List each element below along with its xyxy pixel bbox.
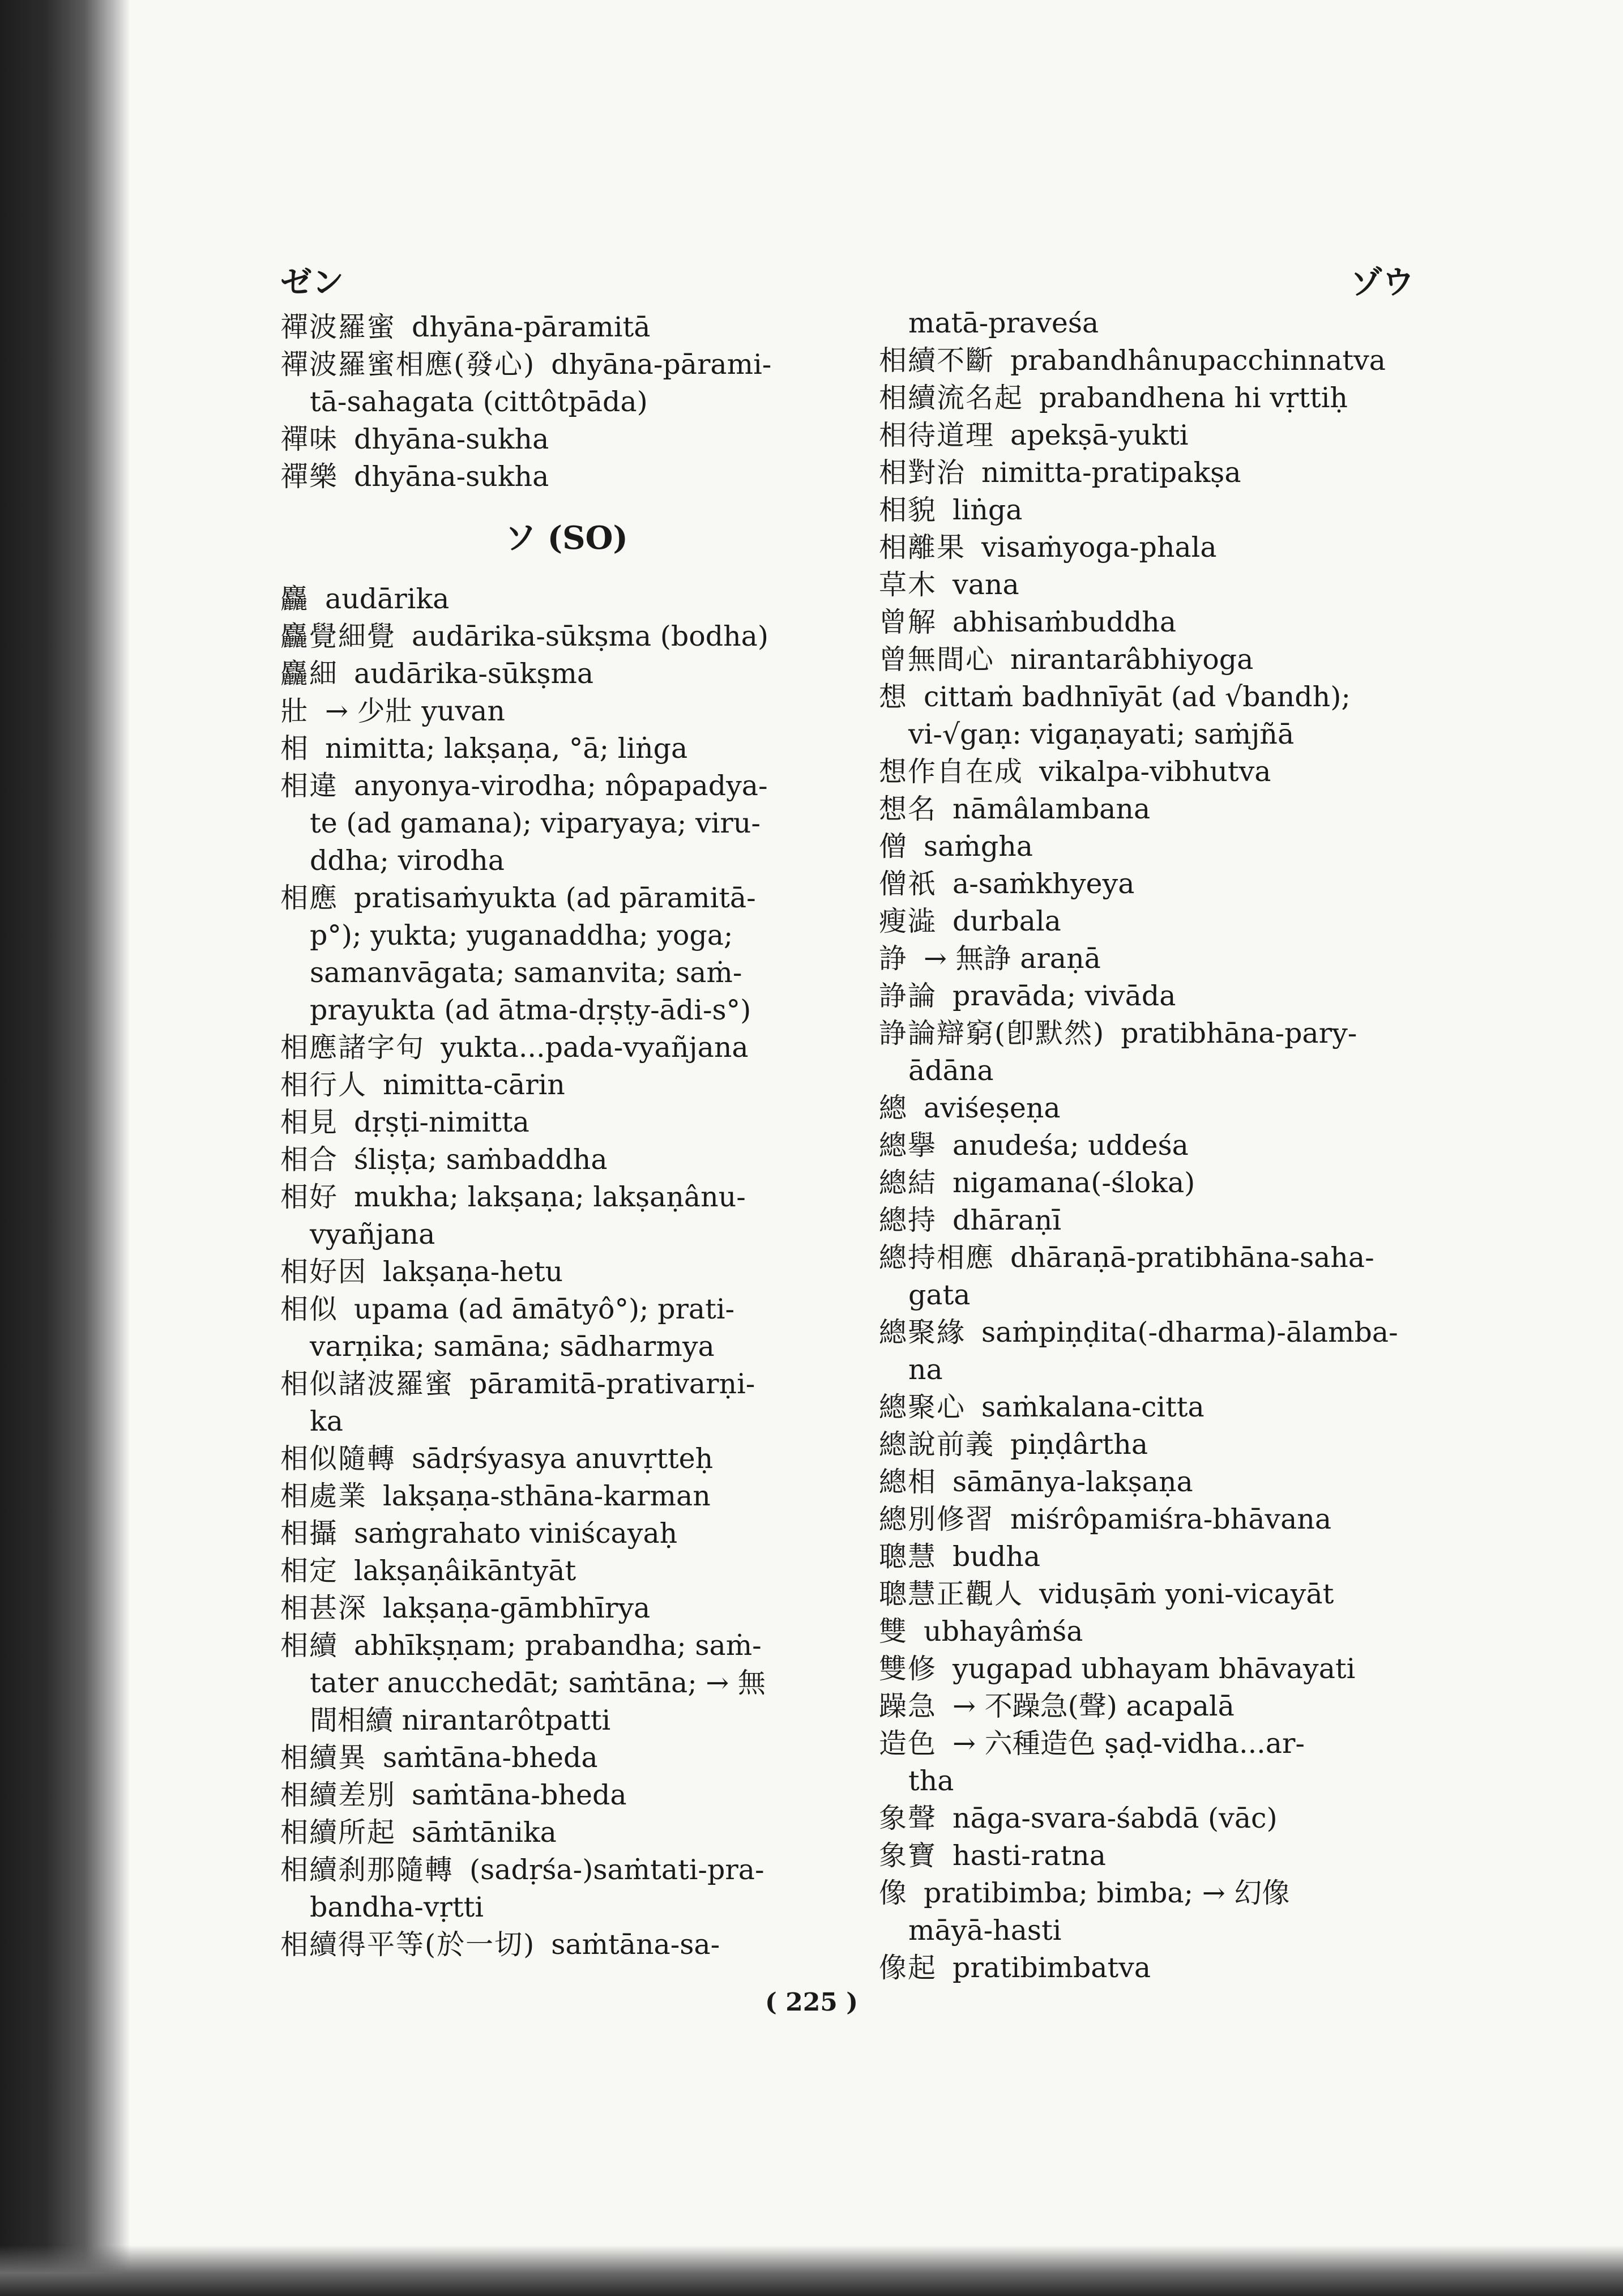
- dictionary-entry: [879, 978, 1451, 1015]
- entry-sanskrit: dṛṣṭi-nimitta: [354, 1106, 529, 1138]
- entry-headword: 相續: [280, 1629, 339, 1662]
- dictionary-entry: [879, 865, 1451, 903]
- entry-headword: 總說前義: [879, 1428, 995, 1461]
- entry-headword: 禪波羅蜜相應(發心): [280, 348, 536, 381]
- entry-sanskrit: vikalpa-vibhutva: [1039, 756, 1271, 788]
- dictionary-entry: [879, 1576, 1451, 1613]
- entry-continuation: [879, 1052, 1451, 1090]
- dictionary-entry: [280, 1739, 852, 1777]
- entry-headword: 禪樂: [280, 460, 339, 493]
- entry-continuation: [280, 1403, 852, 1440]
- entry-sanskrit: dhāraṇā-pratibhāna-saha-: [1010, 1241, 1374, 1274]
- dictionary-entry: [879, 1501, 1451, 1538]
- dictionary-entry: [879, 1127, 1451, 1164]
- entry-headword: 躁急: [879, 1690, 937, 1722]
- dictionary-entry: [879, 417, 1451, 454]
- running-head-left: ゼン: [280, 264, 344, 301]
- entry-headword: 麤細: [280, 658, 339, 690]
- dictionary-entry: [879, 1725, 1451, 1762]
- entry-sanskrit: samanvāgata; samanvita; saṁ-: [310, 957, 742, 989]
- entry-sanskrit: sādṛśyasya anuvṛtteḥ: [412, 1443, 714, 1475]
- left-column: [280, 309, 852, 1964]
- entry-headword: 相應諸字句: [280, 1031, 425, 1064]
- dictionary-entry: [879, 940, 1451, 978]
- dictionary-entry: [280, 309, 852, 346]
- dictionary-entry: [280, 1552, 852, 1590]
- entry-headword: 相甚深: [280, 1592, 368, 1624]
- entry-headword: 壯: [280, 695, 310, 727]
- entry-sanskrit: ka: [310, 1405, 343, 1437]
- entry-sanskrit: vyañjana: [310, 1218, 435, 1251]
- entry-sanskrit: mukha; lakṣaṇa; lakṣaṇânu-: [354, 1181, 746, 1213]
- dictionary-entry: [879, 1239, 1451, 1277]
- entry-sanskrit: saṁtāna-bheda: [412, 1779, 627, 1811]
- entry-sanskrit: → 六種造色 ṣaḍ-vidha...ar-: [953, 1727, 1305, 1760]
- entry-continuation: [280, 1216, 852, 1253]
- entry-sanskrit: nāga-svara-śabdā (vāc): [953, 1802, 1278, 1834]
- entry-headword: 想名: [879, 793, 937, 825]
- entry-sanskrit: na: [908, 1354, 943, 1386]
- entry-headword: 總結: [879, 1167, 937, 1199]
- entry-headword: 相續不斷: [879, 344, 995, 377]
- entry-continuation: [280, 1328, 852, 1365]
- entry-sanskrit: anudeśa; uddeśa: [953, 1129, 1189, 1162]
- scan-shadow-left: [0, 0, 130, 2296]
- entry-headword: 麤: [280, 583, 310, 615]
- entry-sanskrit: dhyāna-pārami-: [551, 348, 772, 381]
- entry-sanskrit: pāramitā-prativarṇi-: [469, 1368, 755, 1400]
- dictionary-entry: [879, 1800, 1451, 1837]
- entry-headword: 總聚緣: [879, 1316, 966, 1348]
- entry-sanskrit: anyonya-virodha; nôpapadya-: [354, 770, 768, 802]
- entry-headword: 僧祇: [879, 868, 937, 900]
- entry-continuation: [280, 383, 852, 421]
- entry-headword: 相似諸波羅蜜: [280, 1368, 454, 1400]
- entry-headword: 相似隨轉: [280, 1443, 396, 1475]
- dictionary-entry: [879, 529, 1451, 566]
- entry-sanskrit: viduṣāṁ yoni-vicayāt: [1039, 1578, 1334, 1610]
- entry-headword: 瘦澁: [879, 905, 937, 937]
- dictionary-entry: [879, 1314, 1451, 1351]
- entry-headword: 相續差別: [280, 1779, 396, 1811]
- dictionary-entry: [280, 1365, 852, 1403]
- entry-headword: 造色: [879, 1727, 937, 1760]
- entry-sanskrit: vana: [953, 569, 1019, 601]
- entry-headword: 總持相應: [879, 1241, 995, 1274]
- dictionary-entry: [879, 1538, 1451, 1576]
- dictionary-entry: [879, 342, 1451, 379]
- dictionary-entry: [280, 1291, 852, 1328]
- entry-sanskrit: 間相續 nirantarôtpatti: [310, 1704, 611, 1736]
- dictionary-entry: [280, 1814, 852, 1851]
- entry-headword: 草木: [879, 569, 937, 601]
- entry-headword: 諍論: [879, 980, 937, 1012]
- dictionary-entry: [280, 1440, 852, 1478]
- entry-continuation: [280, 992, 852, 1029]
- entry-sanskrit: hasti-ratna: [953, 1840, 1106, 1872]
- entry-sanskrit: prayukta (ad ātma-dṛṣṭy-ādi-s°): [310, 994, 751, 1026]
- dictionary-entry: [280, 581, 852, 618]
- entry-headword: 相續刹那隨轉: [280, 1854, 454, 1886]
- entry-sanskrit: dhyāna-sukha: [354, 460, 549, 493]
- entry-sanskrit: → 少壯 yuvan: [325, 695, 505, 727]
- entry-headword: 總別修習: [879, 1503, 995, 1535]
- entry-continuation: [879, 716, 1451, 753]
- entry-sanskrit: miśrôpamiśra-bhāvana: [1010, 1503, 1332, 1535]
- dictionary-entry: [879, 1202, 1451, 1239]
- dictionary-entry: [879, 492, 1451, 529]
- entry-continuation: [879, 1277, 1451, 1314]
- entry-headword: 相續得平等(於一切): [280, 1928, 536, 1961]
- dictionary-entry: [879, 566, 1451, 604]
- dictionary-entry: [280, 1851, 852, 1889]
- dictionary-entry: [280, 1253, 852, 1291]
- dictionary-entry: [280, 1179, 852, 1216]
- entry-sanskrit: pratibimbatva: [953, 1952, 1151, 1984]
- dictionary-entry: [879, 903, 1451, 940]
- entry-headword: 相似: [280, 1293, 339, 1325]
- entry-headword: 總相: [879, 1466, 937, 1498]
- entry-headword: 聰慧正觀人: [879, 1578, 1024, 1610]
- entry-sanskrit: upama (ad āmātyô°); prati-: [354, 1293, 735, 1325]
- entry-continuation: [280, 1889, 852, 1926]
- entry-sanskrit: apekṣā-yukti: [1010, 419, 1189, 451]
- entry-headword: 像: [879, 1877, 908, 1909]
- entry-sanskrit: varṇika; samāna; sādharmya: [310, 1330, 715, 1363]
- entry-sanskrit: budha: [953, 1540, 1041, 1573]
- dictionary-entry: [879, 678, 1451, 716]
- entry-sanskrit: yugapad ubhayam bhāvayati: [953, 1653, 1356, 1685]
- dictionary-entry: [879, 641, 1451, 678]
- entry-sanskrit: a-saṁkhyeya: [953, 868, 1135, 900]
- entry-sanskrit: lakṣaṇâikāntyāt: [354, 1555, 576, 1587]
- entry-headword: 相對治: [879, 456, 966, 489]
- dictionary-entry: [280, 730, 852, 767]
- entry-sanskrit: sāmānya-lakṣaṇa: [953, 1466, 1193, 1498]
- dictionary-entry: [280, 618, 852, 655]
- entry-sanskrit: lakṣaṇa-gāmbhīrya: [383, 1592, 651, 1624]
- entry-sanskrit: te (ad gamana); viparyaya; viru-: [310, 807, 761, 839]
- entry-headword: 總持: [879, 1204, 937, 1236]
- entry-continuation: [280, 917, 852, 954]
- entry-sanskrit: pratibhāna-pary-: [1121, 1017, 1357, 1049]
- right-column: [879, 305, 1451, 1987]
- entry-sanskrit: bandha-vṛtti: [310, 1891, 484, 1923]
- entry-headword: 相合: [280, 1143, 339, 1176]
- dictionary-entry: [879, 1650, 1451, 1688]
- entry-continuation: [280, 1665, 852, 1702]
- entry-sanskrit: dhyāna-pāramitā: [412, 311, 651, 343]
- entry-sanskrit: nimitta; lakṣaṇa, °ā; liṅga: [325, 732, 688, 765]
- dictionary-entry: [280, 1478, 852, 1515]
- entry-continuation: [280, 1702, 852, 1739]
- entry-headword: 總: [879, 1092, 908, 1124]
- entry-sanskrit: saṁtāna-bheda: [383, 1742, 598, 1774]
- entry-headword: 相處業: [280, 1480, 368, 1512]
- dictionary-entry: [280, 655, 852, 693]
- entry-headword: 僧: [879, 830, 908, 863]
- entry-sanskrit: aviśeṣeṇa: [924, 1092, 1061, 1124]
- dictionary-entry: [879, 1090, 1451, 1127]
- entry-headword: 相好因: [280, 1256, 368, 1288]
- entry-sanskrit: audārika: [325, 583, 450, 615]
- entry-sanskrit: lakṣaṇa-hetu: [383, 1256, 563, 1288]
- entry-sanskrit: saṁpiṇḍita(-dharma)-ālamba-: [981, 1316, 1398, 1348]
- entry-sanskrit: pratisaṁyukta (ad pāramitā-: [354, 882, 756, 914]
- entry-headword: 相應: [280, 882, 339, 914]
- dictionary-entry: [879, 1688, 1451, 1725]
- entry-headword: 相好: [280, 1181, 339, 1213]
- entry-sanskrit: pravāda; vivāda: [953, 980, 1176, 1012]
- entry-headword: 相續異: [280, 1742, 368, 1774]
- entry-headword: 相續所起: [280, 1816, 396, 1849]
- entry-sanskrit: nāmâlambana: [953, 793, 1151, 825]
- entry-headword: 相離果: [879, 531, 966, 564]
- dictionary-entry: [879, 1426, 1451, 1463]
- dictionary-entry: [879, 1015, 1451, 1052]
- entry-continuation: [879, 1351, 1451, 1389]
- entry-sanskrit: ddha; virodha: [310, 844, 505, 877]
- dictionary-entry: [280, 1029, 852, 1066]
- entry-sanskrit: cittaṁ badhnīyāt (ad √bandh);: [924, 681, 1351, 713]
- entry-headword: 禪波羅蜜: [280, 311, 396, 343]
- dictionary-entry: [280, 1777, 852, 1814]
- dictionary-entry: [879, 1613, 1451, 1650]
- dictionary-entry: [879, 791, 1451, 828]
- entry-headword: 相見: [280, 1106, 339, 1138]
- entry-sanskrit: gata: [908, 1279, 971, 1311]
- dictionary-entry: [280, 1141, 852, 1179]
- entry-sanskrit: liṅga: [953, 494, 1023, 526]
- entry-sanskrit: vi-√gaṇ: vigaṇayati; saṁjñā: [908, 718, 1295, 750]
- entry-headword: 相攝: [280, 1517, 339, 1550]
- section-heading: ソ (SO): [505, 519, 628, 557]
- entry-headword: 諍: [879, 942, 908, 975]
- entry-sanskrit: dhyāna-sukha: [354, 423, 549, 455]
- entry-headword: 相定: [280, 1555, 339, 1587]
- entry-sanskrit: lakṣaṇa-sthāna-karman: [383, 1480, 711, 1512]
- entry-headword: 曾無間心: [879, 643, 995, 676]
- dictionary-entry: [280, 1515, 852, 1552]
- dictionary-entry: [280, 1627, 852, 1665]
- entry-sanskrit: abhisaṁbuddha: [953, 606, 1177, 638]
- dictionary-entry: [280, 1926, 852, 1964]
- entry-headword: 禪味: [280, 423, 339, 455]
- entry-sanskrit: pratibimba; bimba; → 幻像: [924, 1877, 1290, 1909]
- dictionary-entry: [280, 693, 852, 730]
- entry-sanskrit: → 不躁急(聲) acapalā: [953, 1690, 1235, 1722]
- entry-sanskrit: p°); yukta; yuganaddha; yoga;: [310, 919, 733, 951]
- dictionary-entry: [280, 1104, 852, 1141]
- entry-headword: 相違: [280, 770, 339, 802]
- entry-sanskrit: ādāna: [908, 1055, 994, 1087]
- entry-sanskrit: yukta...pada-vyañjana: [441, 1031, 749, 1064]
- entry-sanskrit: audārika-sūkṣma: [354, 658, 594, 690]
- entry-continuation: [280, 842, 852, 880]
- entry-sanskrit: abhīkṣṇam; prabandha; saṁ-: [354, 1629, 762, 1662]
- entry-headword: 總聚心: [879, 1391, 966, 1423]
- entry-sanskrit: nimitta-cārin: [383, 1069, 565, 1101]
- entry-headword: 曾解: [879, 606, 937, 638]
- dictionary-entry: [879, 1949, 1451, 1987]
- entry-headword: 相續流名起: [879, 382, 1024, 414]
- entry-sanskrit: audārika-sūkṣma (bodha): [412, 620, 768, 652]
- entry-sanskrit: saṁgha: [924, 830, 1033, 863]
- entry-headword: 雙修: [879, 1653, 937, 1685]
- entry-sanskrit: matā-praveśa: [908, 307, 1099, 339]
- entry-sanskrit: nirantarâbhiyoga: [1010, 643, 1254, 676]
- entry-headword: 相行人: [280, 1069, 368, 1101]
- entry-headword: 聰慧: [879, 1540, 937, 1573]
- scan-shadow-bottom: [0, 2245, 1623, 2296]
- entry-sanskrit: (sadṛśa-)saṁtati-pra-: [469, 1854, 764, 1886]
- dictionary-entry: [879, 454, 1451, 492]
- entry-sanskrit: prabandhena hi vṛttiḥ: [1039, 382, 1348, 414]
- page-number: ( 225 ): [764, 1988, 859, 2017]
- entry-headword: 象寶: [879, 1840, 937, 1872]
- dictionary-entry: [879, 1837, 1451, 1875]
- dictionary-entry: [879, 753, 1451, 791]
- entry-sanskrit: nigamana(-śloka): [953, 1167, 1195, 1199]
- entry-sanskrit: saṁgrahato viniścayaḥ: [354, 1517, 678, 1550]
- entry-sanskrit: visaṁyoga-phala: [981, 531, 1217, 564]
- entry-sanskrit: piṇḍârtha: [1010, 1428, 1148, 1461]
- dictionary-entry: [280, 458, 852, 496]
- dictionary-entry: [280, 421, 852, 458]
- dictionary-entry: [879, 828, 1451, 865]
- entry-headword: 麤覺細覺: [280, 620, 396, 652]
- entry-sanskrit: tā-sahagata (cittôtpāda): [310, 386, 648, 418]
- entry-continuation: [879, 1912, 1451, 1949]
- entry-sanskrit: saṁkalana-citta: [981, 1391, 1205, 1423]
- entry-sanskrit: prabandhânupacchinnatva: [1010, 344, 1386, 377]
- entry-sanskrit: māyā-hasti: [908, 1914, 1062, 1947]
- entry-sanskrit: sāṁtānika: [412, 1816, 557, 1849]
- dictionary-entry: [879, 604, 1451, 641]
- entry-headword: 諍論辯窮(卽默然): [879, 1017, 1105, 1049]
- entry-sanskrit: tha: [908, 1765, 954, 1797]
- dictionary-entry: [879, 1875, 1451, 1912]
- entry-headword: 總擧: [879, 1129, 937, 1162]
- entry-headword: 雙: [879, 1615, 908, 1648]
- dictionary-entry: [280, 767, 852, 805]
- dictionary-entry: [280, 1590, 852, 1627]
- dictionary-entry: [280, 880, 852, 917]
- dictionary-entry: [879, 1389, 1451, 1426]
- entry-sanskrit: durbala: [953, 905, 1061, 937]
- running-head-right: ゾウ: [1351, 264, 1414, 301]
- entry-sanskrit: śliṣṭa; saṁbaddha: [354, 1143, 608, 1176]
- entry-sanskrit: nimitta-pratipakṣa: [981, 456, 1241, 489]
- entry-continuation: [879, 1762, 1451, 1800]
- entry-sanskrit: saṁtāna-sa-: [551, 1928, 720, 1961]
- dictionary-entry: [879, 379, 1451, 417]
- entry-headword: 相待道理: [879, 419, 995, 451]
- dictionary-entry: [280, 346, 852, 383]
- dictionary-entry: [280, 1066, 852, 1104]
- dictionary-entry: [879, 1164, 1451, 1202]
- entry-sanskrit: tater anucchedāt; saṁtāna; → 無: [310, 1667, 766, 1699]
- entry-continuation: [879, 305, 1451, 342]
- entry-headword: 象聲: [879, 1802, 937, 1834]
- entry-headword: 像起: [879, 1952, 937, 1984]
- entry-continuation: [280, 805, 852, 842]
- entry-headword: 想作自在成: [879, 756, 1024, 788]
- entry-headword: 相貌: [879, 494, 937, 526]
- dictionary-entry: [879, 1463, 1451, 1501]
- entry-headword: 相: [280, 732, 310, 765]
- entry-sanskrit: ubhayâṁśa: [924, 1615, 1083, 1648]
- entry-sanskrit: → 無諍 araṇā: [924, 942, 1101, 975]
- entry-continuation: [280, 954, 852, 992]
- entry-headword: 想: [879, 681, 908, 713]
- entry-sanskrit: dhāraṇī: [953, 1204, 1062, 1236]
